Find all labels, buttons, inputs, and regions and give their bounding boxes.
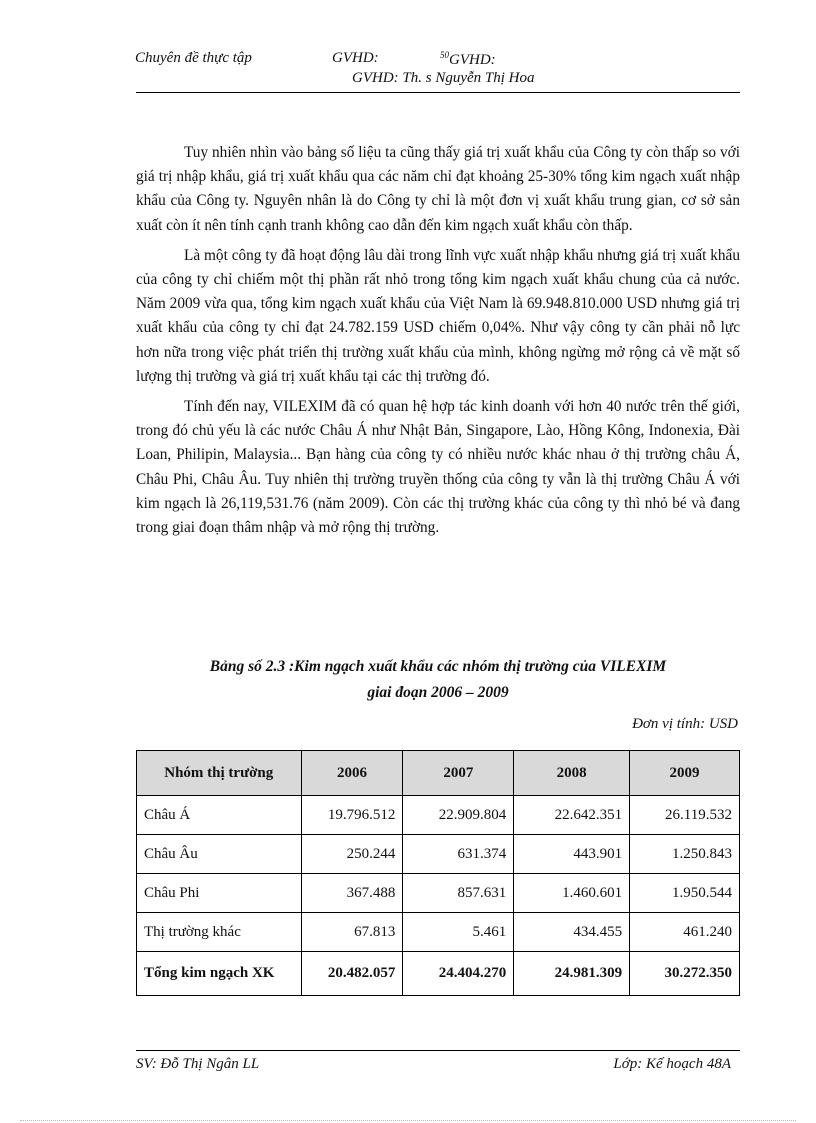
cell-value: 434.455 (514, 913, 630, 952)
header-cell: 2007 (403, 751, 514, 796)
cell-value: 367.488 (301, 874, 403, 913)
cell-value: 24.981.309 (514, 952, 630, 996)
cell-value: 5.461 (403, 913, 514, 952)
cell-value: 1.250.843 (630, 835, 740, 874)
header-supervisor: GVHD: Th. s Nguyễn Thị Hoa (352, 70, 535, 86)
cell-value: 22.642.351 (514, 796, 630, 835)
row-label: Tổng kim ngạch XK (137, 952, 302, 996)
page-edge (20, 1120, 796, 1121)
cell-value: 24.404.270 (403, 952, 514, 996)
cell-value: 22.909.804 (403, 796, 514, 835)
caption-line-1: Bảng số 2.3 :Kim ngạch xuất khẩu các nhóm thị trường của VILEXIM (209, 658, 667, 675)
header-gvhd-label: GVHD: (332, 50, 379, 66)
paragraph-1: Tuy nhiên nhìn vào bảng số liệu ta cũng thấy giá trị xuất khẩu của Công ty còn thấp so với giá trị nhập khẩu, giá trị xuất khẩu qua các năm chỉ đạt khoảng 25-30% tổng kim ngạch xuất nhập khẩu của Công ty. Nguyên nhân là do Công ty chỉ là một đơn vị xuất khẩu trung gian, cơ sở sản xuất còn ít nên tính cạnh tranh không cao dẫn đến kim ngạch xuất khẩu còn thấp. (136, 144, 740, 234)
header-cell: 2009 (630, 751, 740, 796)
paragraph-2: Là một công ty đã hoạt động lâu dài trong lĩnh vực xuất nhập khẩu nhưng giá trị xuất khẩu của công ty chỉ chiếm một thị phần rất nhỏ trong tổng kim ngạch xuất khẩu chung của cả nước. Năm 2009 vừa qua, tổng kim ngạch xuất khẩu của Việt Nam là 69.948.810.000 USD nhưng giá trị xuất khẩu của công ty chỉ đạt 24.782.159 USD chiếm 0,04%. Như vậy công ty cần phải nỗ lực hơn nữa trong việc phát triển thị trường xuất khẩu của mình, không ngừng mở rộng cả về mặt số lượng thị trường và giá trị xuất khẩu tại các thị trường đó. (136, 246, 740, 385)
header-title: Chuyên đề thực tập (135, 50, 252, 66)
row-label: Thị trường khác (137, 913, 302, 952)
unit-label: Đơn vị tính: USD (632, 716, 738, 732)
export-table (136, 750, 740, 996)
cell-value: 857.631 (403, 874, 514, 913)
cell-value: 1.460.601 (514, 874, 630, 913)
table-caption (136, 654, 740, 706)
footer-class: Lớp: Kế hoạch 48A (613, 1056, 731, 1072)
page-number: 50 (440, 50, 449, 60)
table-row (137, 835, 740, 874)
cell-value: 1.950.544 (630, 874, 740, 913)
body-text (136, 141, 740, 546)
header-gvhd-label-2: GVHD: (449, 52, 496, 68)
table-row (137, 796, 740, 835)
table-header-row (137, 751, 740, 796)
cell-value: 30.272.350 (630, 952, 740, 996)
row-label: Châu Âu (137, 835, 302, 874)
cell-value: 26.119.532 (630, 796, 740, 835)
cell-value: 631.374 (403, 835, 514, 874)
footer-student: SV: Đỗ Thị Ngân LL (136, 1056, 260, 1072)
paragraph-3: Tính đến nay, VILEXIM đã có quan hệ hợp tác kinh doanh với hơn 40 nước trên thế giới, trong đó chủ yếu là các nước Châu Á như Nhật Bản, Singapore, Lào, Hồng Kông, Indonexia, Đài Loan, Philipin, Malaysia... Bạn hàng của công ty có nhiều nước khác nhau ở thị trường châu Á, Châu Phi, Châu Âu. Tuy nhiên thị trường truyền thống của công ty vẫn là thị trường Châu Á với kim ngạch là 26,119,531.76 (năm 2009). Còn các thị trường khác của công ty thì nhỏ bé và đang trong giai đoạn thâm nhập và mở rộng thị trường. (136, 398, 740, 537)
cell-value: 461.240 (630, 913, 740, 952)
cell-value: 443.901 (514, 835, 630, 874)
header-rule (136, 92, 740, 93)
row-label: Châu Á (137, 796, 302, 835)
cell-value: 20.482.057 (301, 952, 403, 996)
header-cell: 2006 (301, 751, 403, 796)
header-cell: 2008 (514, 751, 630, 796)
footer-rule (136, 1050, 740, 1051)
table-row (137, 874, 740, 913)
header-cell: Nhóm thị trường (137, 751, 302, 796)
cell-value: 250.244 (301, 835, 403, 874)
table-row (137, 913, 740, 952)
cell-value: 19.796.512 (301, 796, 403, 835)
caption-line-2: giai đoạn 2006 – 2009 (367, 684, 509, 701)
cell-value: 67.813 (301, 913, 403, 952)
header-page-gvhd (440, 50, 496, 69)
table-total-row (137, 952, 740, 996)
row-label: Châu Phi (137, 874, 302, 913)
